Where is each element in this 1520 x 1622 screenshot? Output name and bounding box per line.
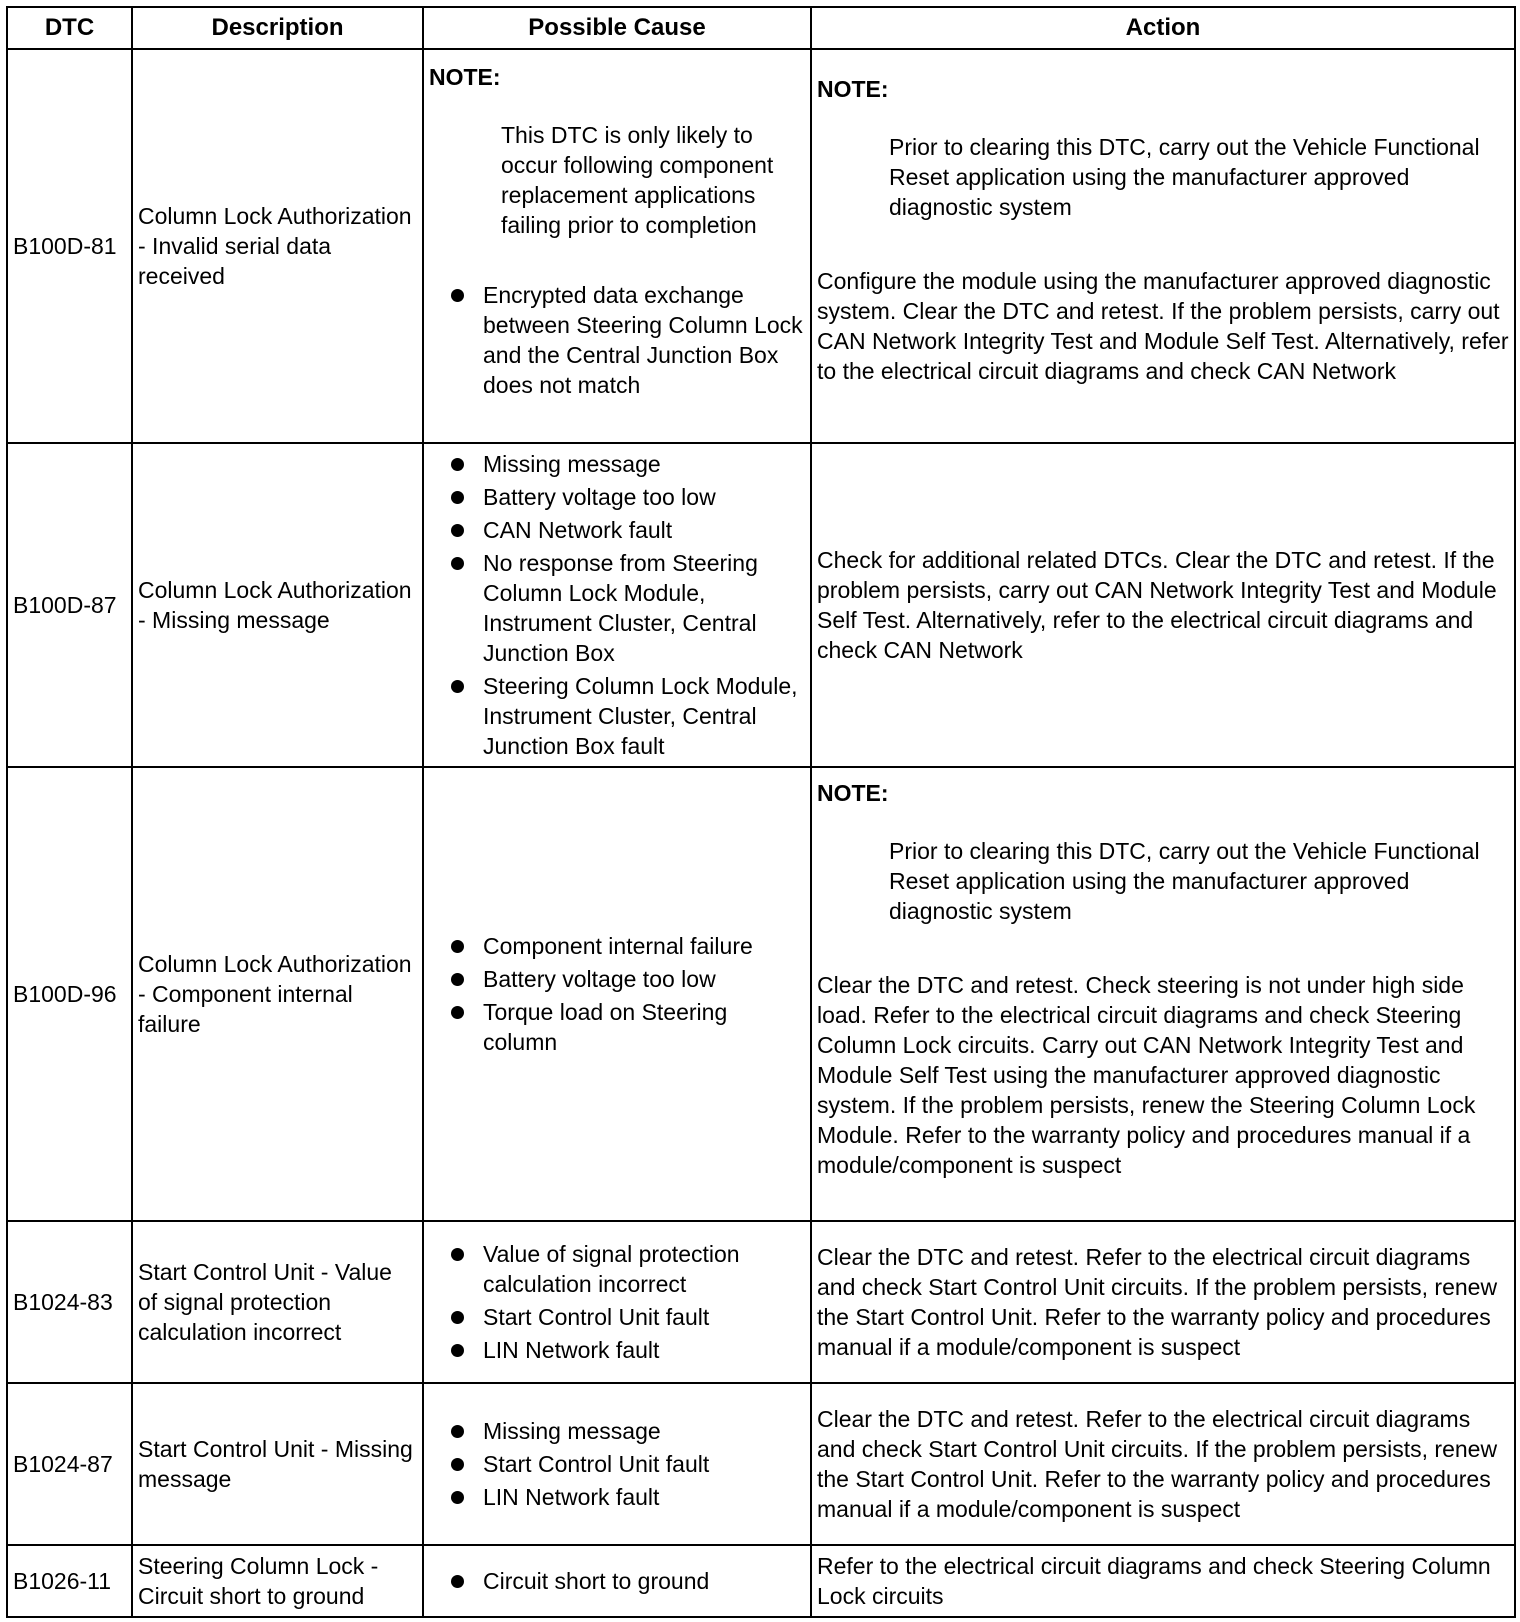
possible-cause — [423, 767, 811, 1221]
dtc-code: B100D-87 — [7, 443, 132, 767]
cause-list — [429, 280, 805, 400]
possible-cause — [423, 1383, 811, 1545]
cause-item: Battery voltage too low — [429, 964, 805, 994]
header-possible-cause: Possible Cause — [423, 7, 811, 49]
cause-list — [429, 931, 805, 1057]
action — [811, 49, 1515, 443]
possible-cause — [423, 1545, 811, 1617]
cause-item: LIN Network fault — [429, 1335, 805, 1365]
cause-item: Steering Column Lock Module, Instrument Cluster, Central Junction Box fault — [429, 671, 805, 761]
action — [811, 1383, 1515, 1545]
action-text: Check for additional related DTCs. Clear the DTC and retest. If the problem persists, carry out CAN Network Integrity Test and Module Self Test. Alternatively, refer to the electrical circuit diagrams and check CAN Network — [817, 547, 1497, 663]
cause-item: LIN Network fault — [429, 1482, 805, 1512]
action — [811, 767, 1515, 1221]
action-text: Refer to the electrical circuit diagrams and check Steering Column Lock circuits — [817, 1553, 1491, 1609]
possible-cause — [423, 1221, 811, 1383]
dtc-table — [6, 6, 1516, 1618]
cause-item: No response from Steering Column Lock Module, Instrument Cluster, Central Junction Box — [429, 548, 805, 668]
table-row — [7, 443, 1515, 767]
note-label: NOTE: — [817, 780, 889, 806]
table-row — [7, 767, 1515, 1221]
table-row — [7, 1221, 1515, 1383]
dtc-description: Start Control Unit - Value of signal protection calculation incorrect — [132, 1221, 423, 1383]
cause-item: Circuit short to ground — [429, 1566, 805, 1596]
dtc-description: Column Lock Authorization - Invalid serial data received — [132, 49, 423, 443]
dtc-code: B1024-87 — [7, 1383, 132, 1545]
header-action: Action — [811, 7, 1515, 49]
note-label: NOTE: — [817, 76, 889, 102]
dtc-code: B1024-83 — [7, 1221, 132, 1383]
action-text: Configure the module using the manufacturer approved diagnostic system. Clear the DTC and retest. If the problem persists, carry out CAN Network Integrity Test and Module Self Test. Alternatively, refer to the electrical circuit diagrams and check CAN Network — [817, 268, 1509, 384]
cause-item: Encrypted data exchange between Steering Column Lock and the Central Junction Box does not match — [429, 280, 805, 400]
cause-item: Missing message — [429, 449, 805, 479]
cause-list — [429, 1239, 805, 1365]
table-row — [7, 1383, 1515, 1545]
dtc-description: Column Lock Authorization - Component internal failure — [132, 767, 423, 1221]
action-text: Clear the DTC and retest. Refer to the electrical circuit diagrams and check Start Control Unit circuits. If the problem persists, renew the Start Control Unit. Refer to the warranty policy and procedures manual if a module/component is suspect — [817, 1244, 1498, 1360]
cause-item: CAN Network fault — [429, 515, 805, 545]
action-text: Clear the DTC and retest. Refer to the electrical circuit diagrams and check Start Control Unit circuits. If the problem persists, renew the Start Control Unit. Refer to the warranty policy and procedures manual if a module/component is suspect — [817, 1406, 1498, 1522]
note-text: Prior to clearing this DTC, carry out the Vehicle Functional Reset application using the manufacturer approved diagnostic system — [889, 134, 1480, 220]
action — [811, 443, 1515, 767]
cause-item: Value of signal protection calculation incorrect — [429, 1239, 805, 1299]
dtc-description: Start Control Unit - Missing message — [132, 1383, 423, 1545]
table-row — [7, 49, 1515, 443]
cause-list — [429, 1566, 805, 1596]
dtc-description: Steering Column Lock - Circuit short to ground — [132, 1545, 423, 1617]
possible-cause — [423, 443, 811, 767]
header-description: Description — [132, 7, 423, 49]
cause-item: Missing message — [429, 1416, 805, 1446]
cause-item: Torque load on Steering column — [429, 997, 805, 1057]
cause-list — [429, 449, 805, 761]
note-text: Prior to clearing this DTC, carry out the Vehicle Functional Reset application using the manufacturer approved diagnostic system — [889, 838, 1480, 924]
cause-item: Component internal failure — [429, 931, 805, 961]
dtc-description: Column Lock Authorization - Missing message — [132, 443, 423, 767]
cause-item: Start Control Unit fault — [429, 1449, 805, 1479]
cause-item: Battery voltage too low — [429, 482, 805, 512]
table-row — [7, 1545, 1515, 1617]
header-row — [7, 7, 1515, 49]
header-dtc: DTC — [7, 7, 132, 49]
dtc-code: B100D-81 — [7, 49, 132, 443]
possible-cause — [423, 49, 811, 443]
action — [811, 1221, 1515, 1383]
dtc-code: B1026-11 — [7, 1545, 132, 1617]
note-text: This DTC is only likely to occur following component replacement applications failing prior to completion — [501, 122, 774, 238]
dtc-code: B100D-96 — [7, 767, 132, 1221]
cause-item: Start Control Unit fault — [429, 1302, 805, 1332]
action — [811, 1545, 1515, 1617]
note-label: NOTE: — [429, 64, 501, 90]
action-text: Clear the DTC and retest. Check steering is not under high side load. Refer to the electrical circuit diagrams and check Steering Column Lock circuits. Carry out CAN Network Integrity Test and Module Self Test using the manufacturer approved diagnostic system. If the problem persists, renew the Steering Column Lock Module. Refer to the warranty policy and procedures manual if a module/component is suspect — [817, 972, 1476, 1178]
cause-list — [429, 1416, 805, 1512]
